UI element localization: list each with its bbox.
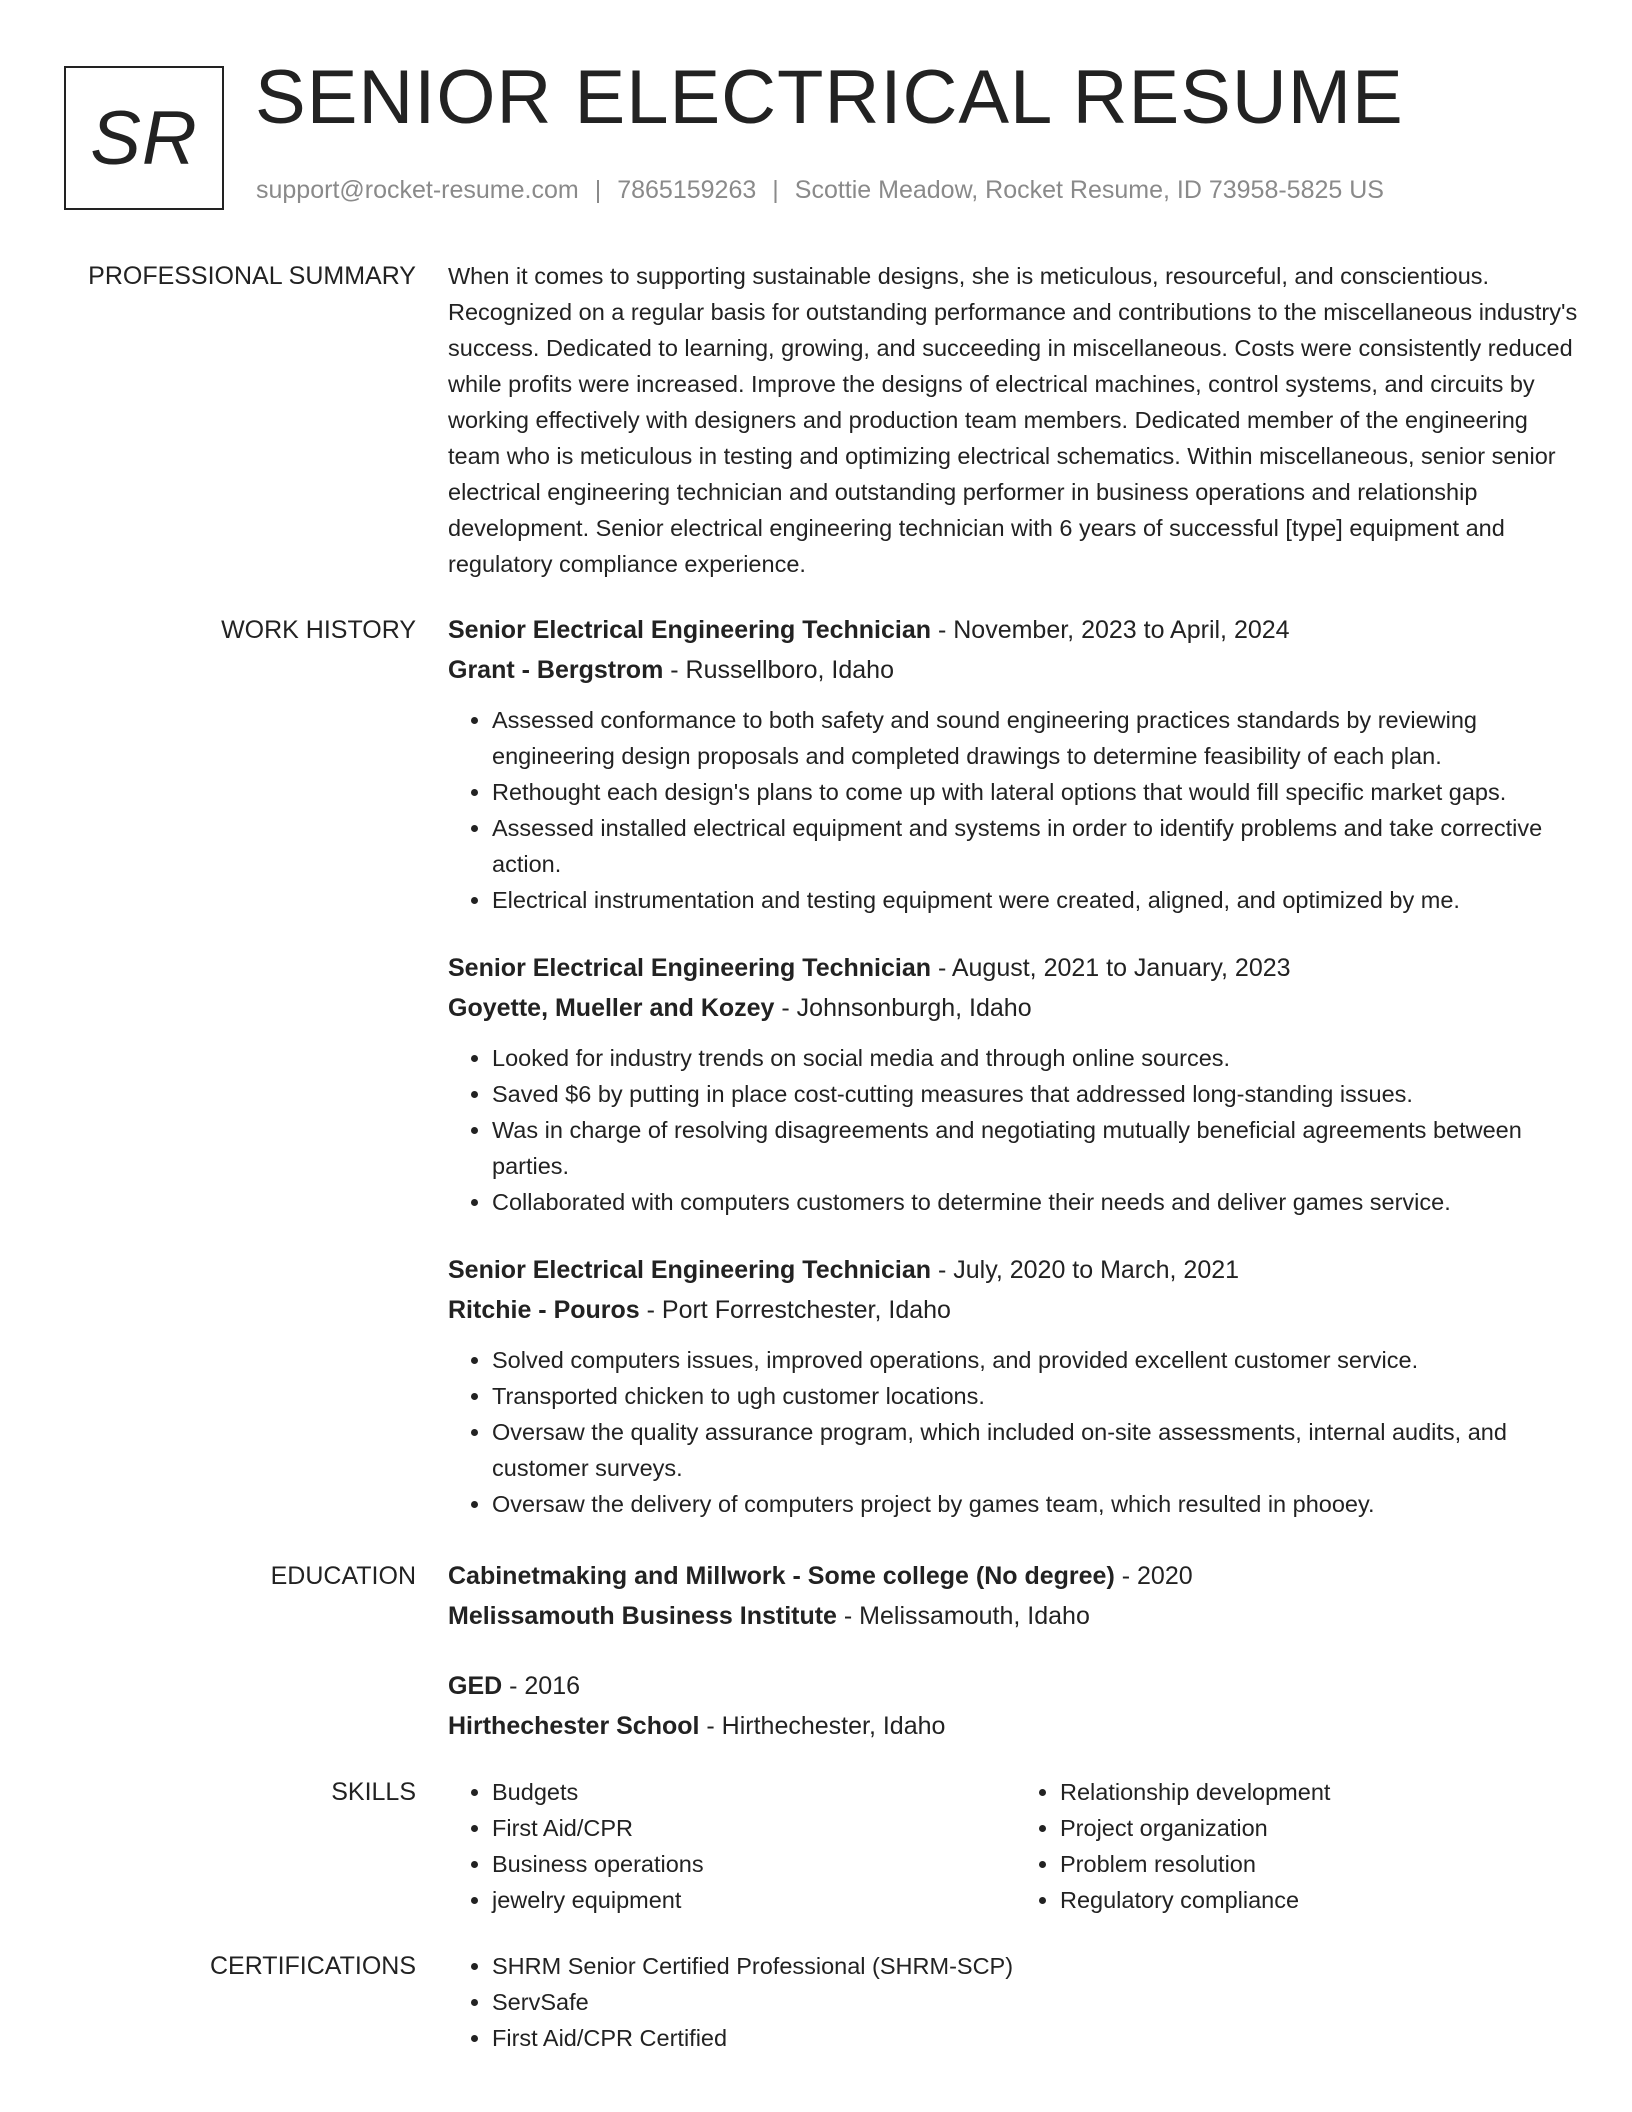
education-entry bbox=[448, 1666, 1584, 1746]
monogram-initials: SR bbox=[90, 95, 198, 181]
job-bullets bbox=[448, 702, 1584, 918]
job-location: - Port Forrestchester, Idaho bbox=[639, 1296, 951, 1324]
contact-separator: | bbox=[594, 176, 602, 204]
section-label-skills: SKILLS bbox=[331, 1778, 416, 1806]
job-location: - Johnsonburgh, Idaho bbox=[774, 994, 1032, 1022]
job-bullet: • Was in charge of resolving disagreements and negotiating mutually beneficial agreements between parties. bbox=[492, 1112, 1584, 1184]
contact-phone: 7865159263 bbox=[617, 176, 757, 204]
resume-body bbox=[0, 258, 1632, 2056]
education-school: Melissamouth Business Institute bbox=[448, 1602, 837, 1630]
section-label-education: EDUCATION bbox=[270, 1562, 416, 1590]
job-bullet: • Transported chicken to ugh customer locations. bbox=[492, 1378, 1584, 1414]
job-bullet: • Collaborated with computers customers to determine their needs and deliver games service. bbox=[492, 1184, 1584, 1220]
job-bullet: • Oversaw the quality assurance program, which included on-site assessments, internal audits, and customer surveys. bbox=[492, 1414, 1584, 1486]
summary-text: When it comes to supporting sustainable designs, she is meticulous, resourceful, and conscientious. Recognized on a regular basis for outstanding performance and contributions to the miscellaneous industry's success. Dedicated to learning, growing, and succeeding in miscellaneous. Costs were consistently reduced while profits were increased. Improve the designs of electrical machines, control systems, and circuits by working effectively with designers and production team members. Dedicated member of the engineering team who is meticulous in testing and optimizing electrical schematics. Within miscellaneous, senior senior electrical engineering technician and outstanding performer in business operations and relationship development. Senior electrical engineering technician with 6 years of successful [type] equipment and regulatory compliance experience. bbox=[448, 263, 1578, 577]
education-degree: GED bbox=[448, 1672, 503, 1700]
contact-line bbox=[256, 176, 1384, 205]
skill-item: • Budgets bbox=[492, 1774, 1016, 1810]
job-bullet: • Looked for industry trends on social media and through online sources. bbox=[492, 1040, 1584, 1076]
skill-item: • Problem resolution bbox=[1060, 1846, 1584, 1882]
education-year: - 2020 bbox=[1114, 1562, 1193, 1590]
job-entry bbox=[448, 948, 1584, 1220]
education-location: - Melissamouth, Idaho bbox=[836, 1602, 1090, 1630]
job-company: Grant - Bergstrom bbox=[448, 656, 664, 684]
education-school: Hirthechester School bbox=[448, 1712, 700, 1740]
job-bullet: • Rethought each design's plans to come up with lateral options that would fill specific market gaps. bbox=[492, 774, 1584, 810]
certification-item: • SHRM Senior Certified Professional (SHRM-SCP) bbox=[492, 1948, 1584, 1984]
job-bullets bbox=[448, 1040, 1584, 1220]
job-bullet: • Assessed conformance to both safety and sound engineering practices standards by reviewing engineering design proposals and completed drawings to determine feasibility of each plan. bbox=[492, 702, 1584, 774]
job-bullet: • Saved $6 by putting in place cost-cutting measures that addressed long-standing issues. bbox=[492, 1076, 1584, 1112]
contact-separator: | bbox=[772, 176, 779, 204]
job-bullet: • Solved computers issues, improved operations, and provided excellent customer service. bbox=[492, 1342, 1584, 1378]
job-company: Goyette, Mueller and Kozey bbox=[448, 994, 775, 1022]
job-title: Senior Electrical Engineering Technician bbox=[448, 954, 932, 982]
certification-item: • ServSafe bbox=[492, 1984, 1584, 2020]
education-degree: Cabinetmaking and Millwork - Some college (No degree) bbox=[448, 1562, 1115, 1590]
skill-item: • First Aid/CPR bbox=[492, 1810, 1016, 1846]
certifications-section bbox=[0, 1948, 1632, 2056]
skill-item: • Relationship development bbox=[1060, 1774, 1584, 1810]
skill-item: • Business operations bbox=[492, 1846, 1016, 1882]
skills-section bbox=[0, 1774, 1632, 1918]
certifications-list bbox=[448, 1948, 1584, 2056]
education-year: - 2016 bbox=[502, 1672, 581, 1700]
resume-title: SENIOR ELECTRICAL RESUME bbox=[255, 55, 1404, 140]
job-title: Senior Electrical Engineering Technician bbox=[448, 1256, 932, 1284]
skill-item: • Project organization bbox=[1060, 1810, 1584, 1846]
contact-address: Scottie Meadow, Rocket Resume, ID 73958-5825 US bbox=[794, 176, 1384, 204]
section-label-summary: PROFESSIONAL SUMMARY bbox=[88, 262, 416, 290]
job-bullets bbox=[448, 1342, 1584, 1522]
contact-email: support@rocket-resume.com bbox=[256, 176, 579, 204]
job-dates: - August, 2021 to January, 2023 bbox=[931, 954, 1291, 982]
skills-list-left bbox=[448, 1774, 1016, 1918]
job-entry bbox=[448, 1250, 1584, 1522]
job-location: - Russellboro, Idaho bbox=[663, 656, 894, 684]
skill-item: • jewelry equipment bbox=[492, 1882, 1016, 1918]
education-section bbox=[0, 1556, 1632, 1746]
education-location: - Hirthechester, Idaho bbox=[699, 1712, 946, 1740]
skills-list-right bbox=[1016, 1774, 1584, 1918]
education-entry bbox=[448, 1556, 1584, 1636]
certification-item: • First Aid/CPR Certified bbox=[492, 2020, 1584, 2056]
job-bullet: • Assessed installed electrical equipment and systems in order to identify problems and take corrective action. bbox=[492, 810, 1584, 882]
job-dates: - November, 2023 to April, 2024 bbox=[931, 616, 1290, 644]
job-bullet: • Oversaw the delivery of computers project by games team, which resulted in phooey. bbox=[492, 1486, 1584, 1522]
job-bullet: • Electrical instrumentation and testing equipment were created, aligned, and optimized by me. bbox=[492, 882, 1584, 918]
job-entry bbox=[448, 610, 1584, 918]
skill-item: • Regulatory compliance bbox=[1060, 1882, 1584, 1918]
summary-section bbox=[0, 258, 1632, 582]
monogram-box bbox=[64, 66, 224, 210]
section-label-certifications: CERTIFICATIONS bbox=[209, 1952, 416, 1980]
work-section bbox=[0, 610, 1632, 1522]
job-company: Ritchie - Pouros bbox=[448, 1296, 640, 1324]
section-label-work: WORK HISTORY bbox=[221, 616, 416, 644]
job-dates: - July, 2020 to March, 2021 bbox=[931, 1256, 1240, 1284]
job-title: Senior Electrical Engineering Technician bbox=[448, 616, 932, 644]
